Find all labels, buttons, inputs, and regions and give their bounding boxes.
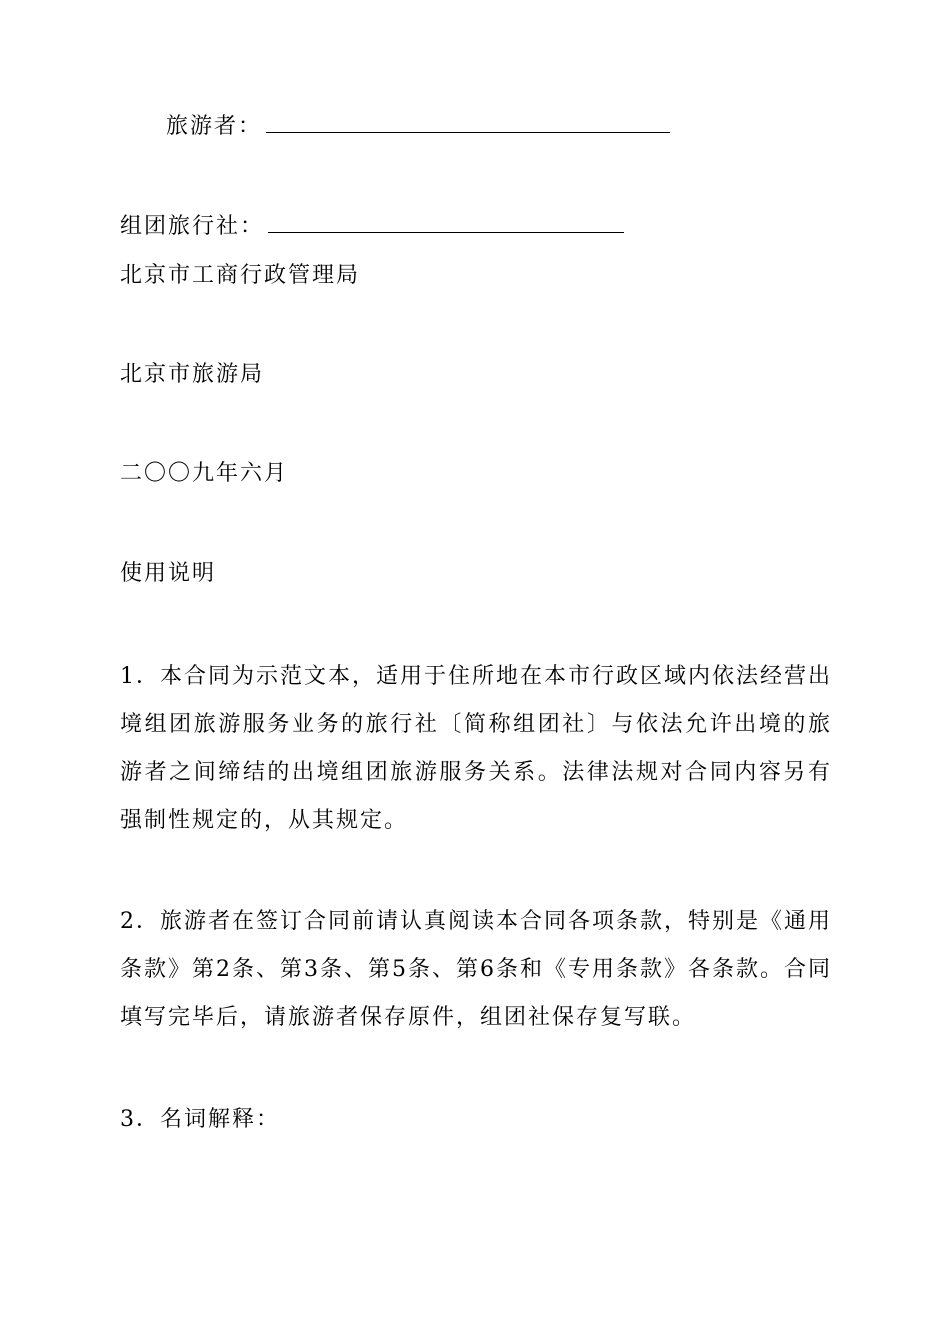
agency-label: 组团旅行社： [120,214,265,239]
issuer-tourism-bureau: 北京市旅游局 [120,362,265,387]
agency-blank-field [268,214,624,233]
agency-signature-line [120,212,624,242]
instruction-item-1: 1．本合同为示范文本，适用于住所地在本市行政区域内依法经营出境组团旅游服务业务的旅行社〔简称组团社〕与依法允许出境的旅游者之间缔结的出境组团旅游服务关系。法律法规对合同内容另有强制性规定的，从其规定。 [120,664,832,833]
traveler-signature-line [166,112,670,142]
section-title: 使用说明 [120,561,217,586]
instruction-item-3: 3．名词解释： [120,1107,280,1132]
traveler-blank-field [266,114,670,133]
issuer-aic: 北京市工商行政管理局 [120,263,361,288]
issue-date: 二〇〇九年六月 [120,461,289,486]
traveler-label: 旅游者： [166,114,263,139]
instruction-item-2: 2．旅游者在签订合同前请认真阅读本合同各项条款，特别是《通用条款》第2条、第3条、第5条、第6条和《专用条款》各条款。合同填写完毕后，请旅游者保存原件，组团社保存复写联。 [120,909,832,1030]
